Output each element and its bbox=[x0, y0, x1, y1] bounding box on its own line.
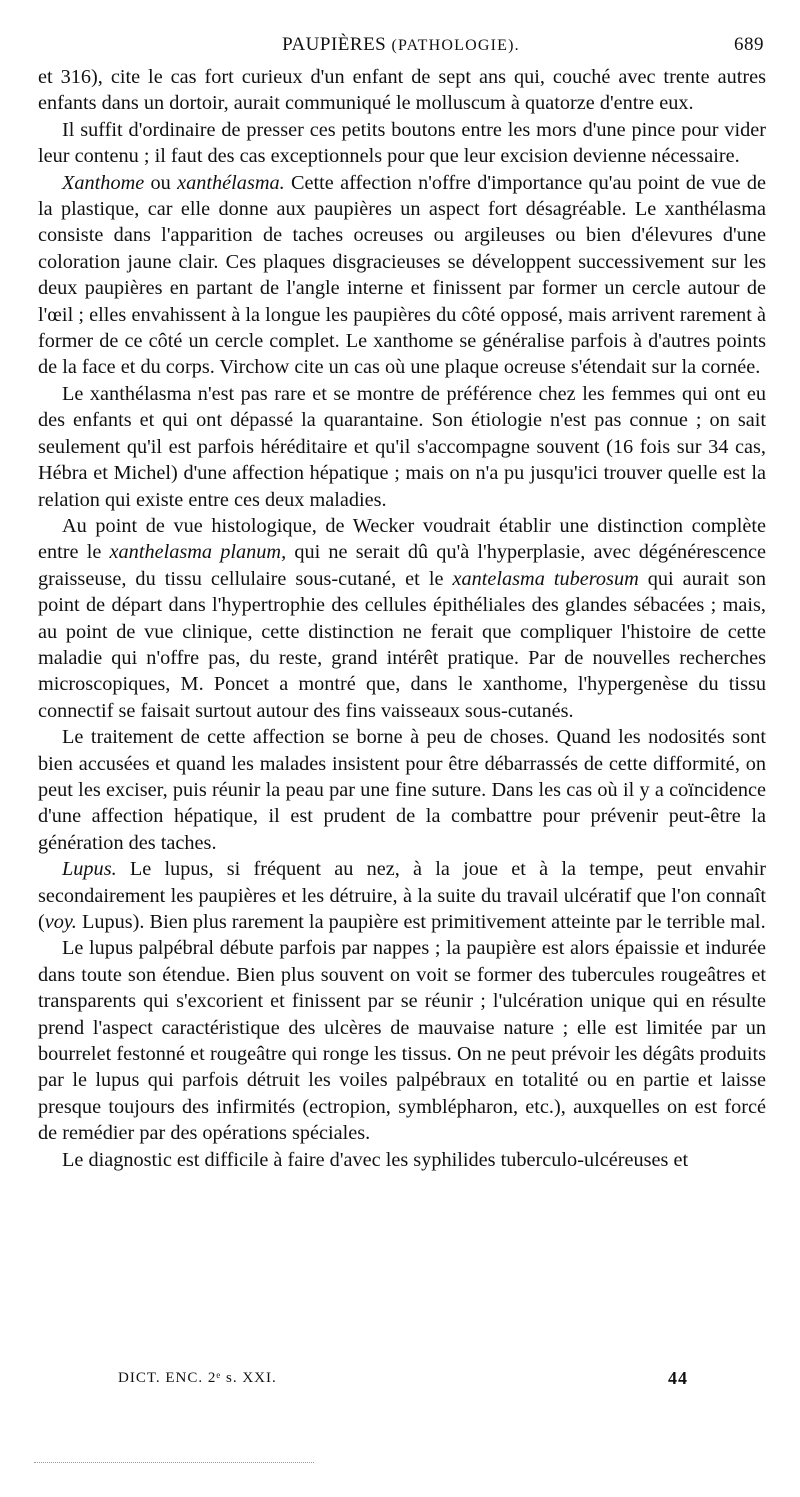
running-header bbox=[38, 34, 764, 60]
paragraph bbox=[38, 170, 766, 381]
text-run: Le traitement de cette affection se borne à peu de choses. Quand les nodosités sont bien accusées et quand les malades insistent pour être débarrassés de cette difformité, on peut les exciser, puis réunir la peau par une fine suture. Dans les cas où il y a coïncidence d'une affection hépatique, il est prudent de la combattre pour prévenir peut-être la génération des taches. bbox=[38, 726, 766, 854]
italic-term: voy. bbox=[44, 911, 77, 933]
paragraph bbox=[38, 513, 766, 724]
italic-term: Xanthome bbox=[62, 171, 145, 194]
header-subtitle: (PATHOLOGIE). bbox=[391, 37, 520, 54]
text-run: qui ne serait dû qu'à l'hyperplasie, avec dégénérescence graisseuse, du tissu cellulaire sous-cutané, et le bbox=[38, 541, 766, 590]
article-body bbox=[38, 64, 766, 1173]
text-run: Le diagnostic est difficile à faire d'avec les syphilides tuberculo-ulcéreuses et bbox=[62, 1148, 689, 1171]
italic-term: Lupus. bbox=[62, 858, 117, 881]
paragraph bbox=[38, 935, 766, 1146]
page-number: 689 bbox=[734, 34, 764, 55]
text-run: Cette affection n'offre d'importance qu'au point de vue de la plastique, car elle donne aux paupières un aspect fort désagréable. Le xanthélasma consiste dans l'apparition de taches ocreuses ou argileuses ou bien d'élevures d'une coloration jaune clair. Ces plaques disgracieuses se développent successivement sur les deux paupières en partant de l'angle interne et finissent par former un cercle autour de l'œil ; elles envahissent à la longue les paupières du côté opposé, mais arrivent rarement à former de ce côté un cercle complet. Le xanthome se généralise parfois à d'autres points de la face et du corps. Virchow cite un cas où une plaque ocreuse s'étendait sur la cornée. bbox=[38, 171, 767, 379]
header-title: PAUPIÈRES bbox=[282, 34, 387, 55]
text-run: ou bbox=[144, 171, 178, 194]
paragraph bbox=[38, 381, 766, 513]
running-title bbox=[38, 34, 764, 56]
text-run: Le xanthélasma n'est pas rare et se montre de préférence chez les femmes qui ont eu des enfants et qui ont dépassé la quarantaine. Son étiologie n'est pas connue ; on sait seulement qu'il est parfois héréditaire et qu'il s'accompagne souvent (16 fois sur 34 cas, Hébra et Michel) d'une affection hépatique ; mais on n'a pu jusqu'ici trouver quelle est la relation qui existe entre ces deux maladies. bbox=[38, 382, 766, 511]
signature-number: 44 bbox=[668, 1368, 688, 1388]
text-run: Au point de vue histologique, de Wecker voudrait établir une distinction complète entre le bbox=[38, 514, 766, 564]
printer-signature: DICT. ENC. 2ᵉ s. XXI. bbox=[118, 1370, 277, 1386]
paragraph bbox=[38, 117, 766, 170]
italic-term: xantelasma tuberosum bbox=[452, 567, 639, 590]
italic-term: xanthelasma planum, bbox=[109, 541, 287, 564]
paragraph bbox=[38, 64, 766, 117]
paragraph bbox=[38, 1147, 766, 1173]
paragraph bbox=[38, 724, 766, 856]
text-run: Il suffit d'ordinaire de presser ces petits boutons entre les mors d'une pince pour vider leur contenu ; il faut des cas exceptionnels pour que leur excision devienne nécessaire. bbox=[38, 118, 766, 168]
text-run: Lupus). Bien plus rarement la paupière est primitivement atteinte par le terrible mal. bbox=[76, 911, 766, 933]
paragraph bbox=[38, 856, 766, 935]
page-footer bbox=[118, 1368, 688, 1392]
text-run: Le lupus, si fréquent au nez, à la joue et à la tempe, peut envahir secondairement les paupières et les détruire, à la suite du travail ulcératif que l'on connaît ( bbox=[38, 858, 766, 933]
scan-artifact-line bbox=[34, 1462, 314, 1463]
text-run: Le lupus palpébral débute parfois par nappes ; la paupière est alors épaissie et indurée dans toute son étendue. Bien plus souvent on voit se former des tubercules rougeâtres et transparents qui s'excorient et finissent par se réunir ; l'ulcération unique qui en résulte prend l'aspect caractéristique des ulcères de mauvaise nature ; elle est limitée par un bourrelet festonné et rougeâtre qui ronge les tissus. On ne peut prévoir les dégâts produits par le lupus qui parfois détruit les voiles palpébraux en totalité ou en partie et laisse presque toujours des infirmités (ectropion, symblépharon, etc.), auxquelles on est forcé de remédier par des opérations spéciales. bbox=[38, 937, 766, 1145]
text-run: et 316), cite le cas fort curieux d'un enfant de sept ans qui, couché avec trente autres enfants dans un dortoir, aurait communiqué le molluscum à quatorze d'entre eux. bbox=[38, 66, 766, 115]
text-run: qui aurait son point de départ dans l'hypertrophie des cellules épithéliales des glandes sébacées ; mais, au point de vue clinique, cette distinction ne ferait que compliquer l'histoire de cette maladie qui n'offre pas, du reste, grand intérêt pratique. Par de nouvelles recherches microscopiques, M. Poncet a montré que, dans le xanthome, l'hypergenèse du tissu connectif se faisait surtout autour des fins vaisseaux sous-cutanés. bbox=[38, 567, 767, 722]
italic-term: xanthélasma. bbox=[177, 171, 285, 194]
